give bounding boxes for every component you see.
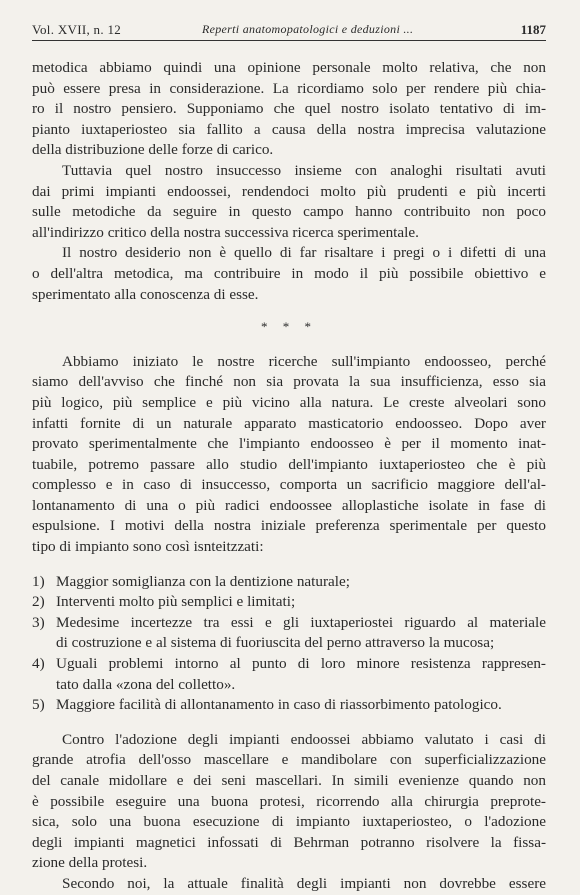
list-item [32, 572, 546, 593]
paragraph-5 [32, 730, 546, 874]
text-line: lontanamento di una o più radici endoossee alloplastiche isolate in fase di [32, 496, 546, 514]
paragraph-3 [32, 243, 546, 305]
list-item-text: di costruzione e al sistema di fuoriuscita del perno attraverso la mucosa; [56, 634, 495, 652]
text-line: ro il nostro pensiero. Supponiamo che quel nostro isolato tentativo di im- [32, 100, 546, 118]
list-item-text: tato dalla «zona del colletto». [56, 675, 236, 693]
text-line: più logico, più semplice e più vicino alla natura. Le creste alveolari sono [32, 393, 546, 411]
list-item [32, 654, 546, 695]
text-line: sperimentato alla conoscenza di esse. [32, 285, 259, 303]
text-line: sica, solo una buona esecuzione di impianto iuxtaperiosteo, o l'adozione [32, 813, 546, 831]
text-line: tuabile, potremo passare allo studio dell'impianto iuxtaperiosteo che è più [32, 455, 546, 473]
text-line: dai primi impianti endoossei, rendendoci molto più prudenti e più incerti [32, 182, 546, 200]
text-line: può essere presa in considerazione. La ricordiamo solo per rendere più chia- [32, 79, 546, 97]
section-separator: * * * [261, 319, 317, 335]
list-number: 5) [32, 696, 45, 714]
text-line: è possibile eseguire una buona protesi, ricorrendo alla chirurgia preprote- [32, 792, 546, 810]
body-text [32, 58, 546, 895]
text-line: all'indirizzo critico della nostra successiva ricerca sperimentale. [32, 223, 419, 241]
text-line: degli impianti magnetici infossati di Behrman potranno risolvere la fissa- [32, 833, 546, 851]
text-line: espulsione. I motivi della nostra iniziale preferenza sperimentale per questo [32, 517, 546, 535]
text-line: Tuttavia quel nostro insuccesso insieme con analoghi risultati avuti [62, 161, 546, 179]
list-number: 4) [32, 655, 45, 673]
paragraph-1 [32, 58, 546, 161]
spacer [32, 716, 546, 730]
numbered-list [32, 572, 546, 716]
paragraph-6 [32, 874, 546, 895]
text-line: Secondo noi, la attuale finalità degli impianti non dovrebbe essere [62, 874, 546, 892]
text-line: complesso e in caso di insuccesso, comporta un sacrificio maggiore dell'al- [32, 476, 546, 494]
paragraph-4 [32, 352, 546, 558]
text-line: siamo dell'avviso che finché non sia provata la sua insufficienza, esso sia [32, 373, 546, 391]
list-item-text: Medesime incertezze tra essi e gli iuxtaperiostei riguardo al materiale [56, 613, 546, 631]
volume-label: Vol. XVII, n. 12 [32, 22, 122, 37]
text-line: o dell'altra metodica, ma contribuire in modo il più possibile obiettivo e [32, 264, 546, 282]
text-line: tipo di impianto sono così isnteitzzati: [32, 538, 264, 556]
text-line: zione della protesi. [32, 854, 148, 872]
paragraph-2 [32, 161, 546, 243]
list-item-text: Maggiore facilità di allontanamento in caso di riassorbimento patologico. [56, 696, 502, 714]
text-line: infatti fornite di un naturale apparato masticatorio endoosseo. Dopo aver [32, 414, 546, 432]
text-line: metodica abbiamo quindi una opinione personale molto relativa, che non [32, 59, 546, 76]
list-item [32, 613, 546, 654]
list-item-text: Interventi molto più semplici e limitati; [56, 593, 296, 611]
text-line: Il nostro desiderio non è quello di far risaltare i pregi o i difetti di una [62, 244, 546, 262]
text-line: grande atrofia dell'osso mascellare e mandibolare con superficializzazione [32, 751, 546, 769]
text-line: Abbiamo iniziato le nostre ricerche sull'impianto endoosseo, perché [62, 352, 546, 370]
list-item [32, 695, 546, 716]
list-number: 1) [32, 572, 45, 590]
text-line: provato sperimentalmente che l'impianto endoosseo è per il momento inat- [32, 435, 546, 453]
text-line: del canale midollare e dei seni mascellari. In simili evenienze quando non [32, 772, 546, 789]
running-title: Reperti anatomopatologici e deduzioni ... [202, 22, 414, 36]
list-item-text: Maggior somiglianza con la dentizione naturale; [56, 572, 350, 590]
list-item-text: Uguali problemi intorno al punto di loro minore resistenza rappresen- [56, 655, 546, 673]
list-number: 2) [32, 593, 45, 611]
text-line: della distribuzione delle forze di carico. [32, 141, 274, 159]
list-number: 3) [32, 613, 45, 631]
text-line: sulle metodiche da seguire in questo campo hanno contribuito non poco [32, 203, 546, 221]
list-item [32, 592, 546, 613]
text-line: Contro l'adozione degli impianti endoossei abbiamo valutato i casi di [62, 730, 546, 748]
page-number: 1187 [520, 22, 546, 37]
spacer [32, 558, 546, 572]
running-header [32, 20, 546, 41]
text-line: pianto iuxtaperiosteo sia fallito a causa della nostra imprecisa valutazione [32, 120, 546, 138]
